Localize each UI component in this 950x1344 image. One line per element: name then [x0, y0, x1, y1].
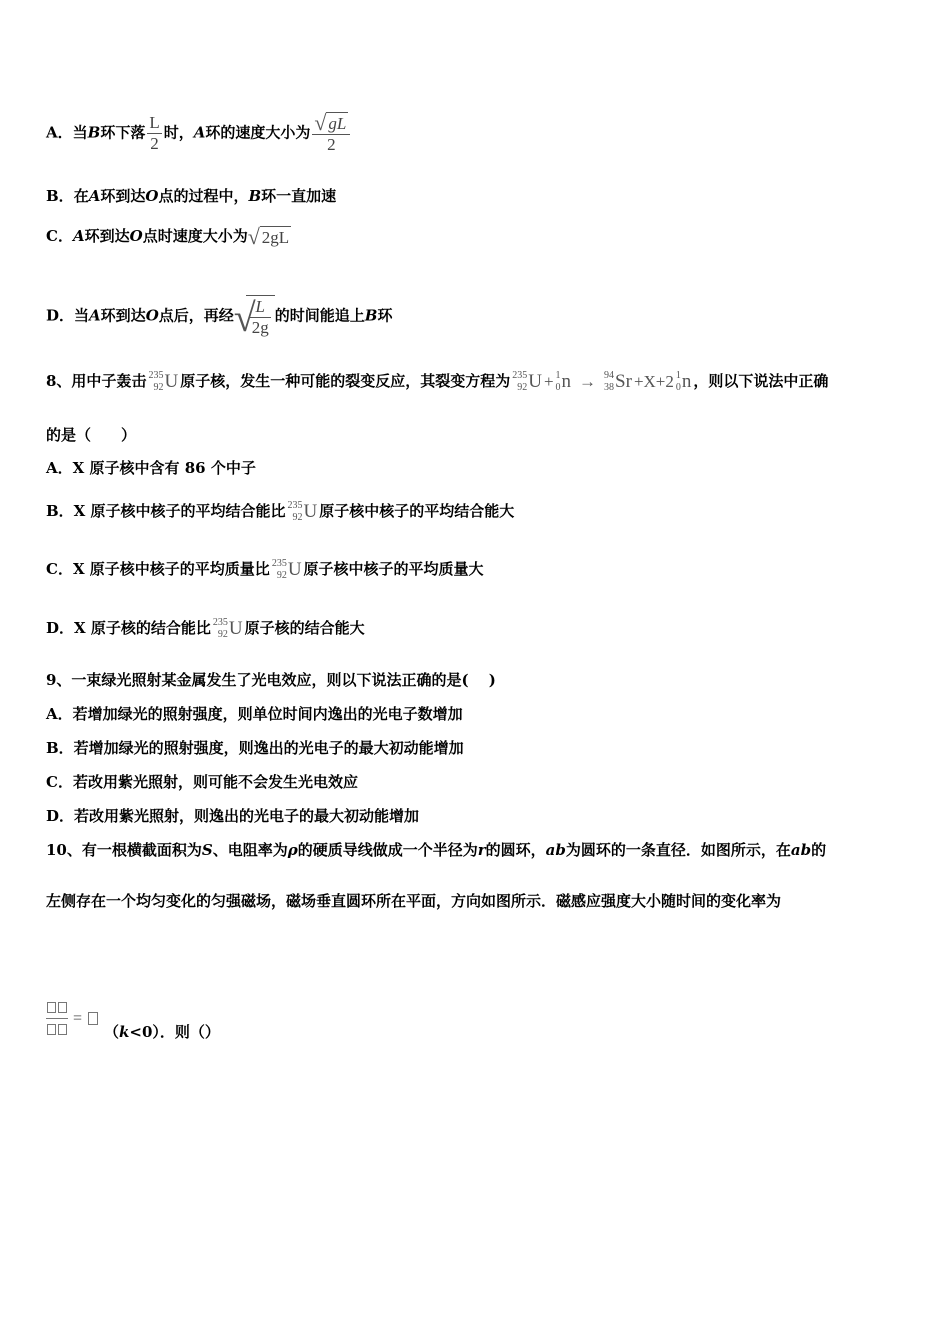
speed-formula: √ gL 2 [312, 112, 350, 155]
rate-formula: = [46, 998, 99, 1039]
q8-stem-cont: 的是（ ） [46, 426, 137, 444]
fission-equation: 235 92 U + 1 0 n → 94 38 Sr +X+2 1 0 n [512, 370, 692, 393]
q10-condition: （k<0）．则（） [104, 1023, 220, 1041]
fraction-l-over-2: $\frac{L}{2}$ [149, 113, 160, 154]
rate-fraction [46, 998, 68, 1039]
q7-option-a: A．当B环下落 $\frac{L}{2}$ 时，A环的速度大小为 √ gL 2 [46, 112, 352, 155]
q7-option-d: D．当A环到达O点后，再经 √ $\frac{L}{2g}$ 的时间能追上B环 [46, 295, 393, 340]
q10-stem: 10、有一根横截面积为S、电阻率为ρ的硬质导线做成一个半径为r的圆环，ab为圆环的一条直径．如图所示，在ab的 [46, 841, 827, 859]
q8-stem: 8、用中子轰击 235 92 U 原子核，发生一种可能的裂变反应，其裂变方程为 235 92 U + 1 0 n → 94 38 Sr +X+2 1 0 n ，则以下说法中正确 [46, 370, 829, 393]
q10-stem-cont: 左侧存在一个均匀变化的匀强磁场，磁场垂直圆环所在平面，方向如图所示．磁感应强度大小随时间的变化率为 [46, 892, 782, 910]
q9-option-d: D．若改用紫光照射，则逸出的光电子的最大初动能增加 [46, 807, 420, 825]
q9-option-b: B．若增加绿光的照射强度，则逸出的光电子的最大初动能增加 [46, 739, 464, 757]
sqrt-2gl: √ 2gL [247, 224, 290, 249]
q9-stem: 9、一束绿光照射某金属发生了光电效应，则以下说法正确的是( ) [46, 671, 496, 689]
q8-option-d: D．X 原子核的结合能比 235 92 U 原子核的结合能大 [46, 617, 365, 640]
q8-option-c: C．X 原子核中核子的平均质量比 235 92 U 原子核中核子的平均质量大 [46, 558, 484, 581]
sqrt-l-over-2g: √ $\frac{L}{2g}$ [234, 295, 275, 338]
q7-option-b: B．在A环到达O点的过程中，B环一直加速 [46, 187, 337, 205]
q8-option-b: B．X 原子核中核子的平均结合能比 235 92 U 原子核中核子的平均结合能大 [46, 500, 515, 523]
uranium-nucleus: 235 92 U [148, 370, 179, 393]
arrow-icon: → [579, 372, 597, 391]
q8-option-a: A．X 原子核中含有 86 个中子 [46, 459, 256, 477]
q9-option-a: A．若增加绿光的照射强度，则单位时间内逸出的光电子数增加 [46, 705, 463, 723]
placeholder-glyph [88, 1012, 98, 1025]
q9-option-c: C．若改用紫光照射，则可能不会发生光电效应 [46, 773, 358, 791]
q7-option-c: C．A环到达O点时速度大小为 √ 2gL [46, 224, 290, 249]
